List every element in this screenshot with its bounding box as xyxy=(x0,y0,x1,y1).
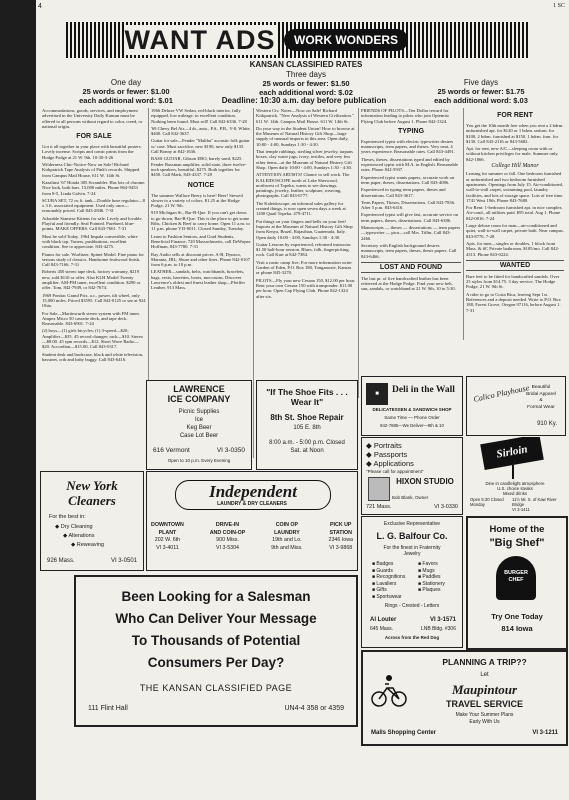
ad-building: LNB Bldg. #306 xyxy=(420,626,456,632)
list-item: Visit a rustic camp five. For more information write: Garden of Eden, P.O. Box 180, Tonganoxie, Kansas or phone 845-3270. xyxy=(256,259,353,276)
column-rule xyxy=(358,108,359,398)
ad-line: Formal Wear xyxy=(527,404,555,410)
list-item: FRIENDS OF PILOTS—Ten Dollar reward for information leading to pilots who join Optemist Flying Club before August 1. Phone 842-1324. xyxy=(361,108,449,124)
ad-address: 616 Vermont xyxy=(153,447,190,454)
list-item: Term Papers, Theses, Dissertations. Call 843-7836. After 5 p.m. 843-6416. xyxy=(361,199,456,211)
list-item: Put things on your fingers and bells on your feet! Imports at the Museum of Natural History Gift Shop from Kenya, Brazil, Rajasthan, Guatemala, Italy. Open daily 10:00 - 4:00, Sundays 1:30 - 4:30. xyxy=(256,218,353,240)
ad-heading: "Big Shef" xyxy=(489,537,545,549)
ad-item: ■ Sportswear xyxy=(372,593,402,600)
ad-line: To Thousands of Potential xyxy=(131,633,301,648)
rate-label: Five days xyxy=(463,78,499,87)
ad-question: PLANNING A TRIP?? xyxy=(442,657,527,667)
list-item: For Sale—Martinwurth stereo system with FM tuner. Ampex Micro 50 cassette deck, and tape deck. Reasonable. 843-6901. 7-24 xyxy=(42,310,140,327)
ad-name: New York xyxy=(66,478,118,493)
list-item: 919 Michigan St., Bar-B-Que. If you can't get down to go-down, Bar-B-Que. This is the place to get some Ribs, Chicken & Beef to carry home. Open 11 a.m. to 11 p.m. phone VI3-0011. Closed Sunday, Tuesday. xyxy=(151,210,250,232)
ad-address: 926 Mass. xyxy=(47,558,75,564)
list-item: For Rent: 1-bedroom furnished apt. in nice complex. Air-cond., all utilities paid. $95 total. Aug 1. Phone 842-0016. 7-24 xyxy=(466,205,563,221)
burger-chef-ad xyxy=(466,516,568,650)
ad-item-text: Alterations xyxy=(68,533,95,539)
ad-item: ■ Lavaliers xyxy=(372,580,397,587)
list-item: '69 Chevy Bel Air—4 dr., auto., P.S., P.B., V-8, White, $400. Call 842-3637. xyxy=(151,125,251,137)
rate-label: One day xyxy=(110,78,142,87)
maupintour-ad xyxy=(361,650,568,746)
ad-item-text: Guards xyxy=(376,567,393,574)
rate-line2: each additional word: $.03 xyxy=(434,96,528,105)
loc-line: STATION xyxy=(329,529,352,536)
location-downtown xyxy=(151,522,184,552)
column-3 xyxy=(256,108,356,398)
ad-item-text: Mugs xyxy=(422,567,435,574)
balfour-ad xyxy=(361,516,463,648)
rate-five-days xyxy=(401,60,561,105)
page-number: 4 xyxy=(38,3,42,10)
ad-item: ◆ Applications xyxy=(366,459,414,468)
ad-line: Been Looking for a Salesman xyxy=(121,589,311,604)
list-item: Apt. for rent, new A/C—sleeping room with or without kitchen privileges for male. Summer only. 842-1866. xyxy=(466,146,559,162)
ad-phone: UN4-4 358 or 4359 xyxy=(284,705,344,712)
location-pickup xyxy=(329,522,353,552)
kansan-rates-title: KANSAN CLASSIFIED RATES xyxy=(249,60,363,69)
column-5 xyxy=(466,108,564,358)
column-rule xyxy=(463,108,464,340)
list-item: The summer Wallace Beery is here! Beer! Stewed slower to a variety of colors. $1.25 at the Hodge Podge, 21 W. 9th. xyxy=(151,192,243,209)
loc-line: 202 W. 6th xyxy=(154,537,181,543)
list-item: Pianos for sale. Wurlitzer. Spinet Model. Fine piano for serious study of classics. Handsome fruitwood finish. Call 843-7166. 7-31 xyxy=(42,251,144,268)
ad-item-text: Lavaliers xyxy=(376,580,397,587)
list-item: 1966 Deluxe VW Sedan, red-black interior, fully equipped, low mileage, in excellent condition. Nothing been found. Must sell! Call 842-6336. 7-28 xyxy=(151,108,247,124)
ad-phone: VI 3-1571 xyxy=(429,617,456,623)
ad-item-text: Stationery xyxy=(422,580,445,587)
ad-item: ■ Stationery xyxy=(418,580,445,587)
ad-script-name: Calico Playhouse xyxy=(472,383,530,404)
for-sale-heading: FOR SALE xyxy=(76,133,112,141)
banner-tagline: WORK WONDERS xyxy=(284,29,408,51)
ad-item: ◆ Passports xyxy=(366,450,408,459)
ad-address: 910 Ky. xyxy=(537,421,557,427)
ad-item-text: Plaques xyxy=(422,587,441,594)
deadline-notice: Deadline: 10:30 a.m. day before publication xyxy=(221,96,387,105)
sirloin-ad xyxy=(466,437,564,513)
typing-heading: TYPING xyxy=(397,127,425,135)
ad-item-text: Portraits xyxy=(373,441,402,450)
ad-line: Mixed drinks xyxy=(502,491,528,496)
ad-line: Early With Us xyxy=(469,719,500,725)
loc-line: 9th and Miss. xyxy=(271,544,303,551)
ad-phone: VI 3-0501 xyxy=(110,558,137,564)
list-item: ATTENTION ARTISTS! Chance to sell work. The KALEIDOSCOPE north of Lake Sherwood, northwest of Topeka, wants to see drawings, paintings, jewelry, leather, sculpture, weaving, photographs. Call 843-6777. xyxy=(256,172,350,199)
list-item: Experienced in typing term papers, theses and dissertations. Call 843-3617. xyxy=(361,187,446,198)
ad-phone: VI 3-0350 xyxy=(216,447,245,454)
deli-logo-icon: ■ xyxy=(366,383,388,405)
loc-line: DOWNTOWN xyxy=(151,522,184,528)
ad-phone: VI 3-0330 xyxy=(434,504,458,510)
ad-item: Ice xyxy=(194,417,203,423)
ad-hours: 8:00 a.m. - 5:00 p.m. Closed Sat. at Noon xyxy=(269,440,345,454)
ad-name: Cleaners xyxy=(68,493,116,508)
ad-item-text: Favors xyxy=(422,561,438,567)
list-item: College Hill Manor xyxy=(491,163,539,170)
column-rule xyxy=(253,108,254,458)
ad-item: ◆ Portraits xyxy=(366,441,402,450)
ad-hours: Open 5:30 Closed Monday xyxy=(470,497,504,507)
ad-line: Beautiful xyxy=(531,385,551,390)
list-item: Ray Audio sells at discount prices. A-B, Dynaco, Marantz, JBL, Shure and other lines. Phone 842-0107 from 6 p.m. to 10 p.m. xyxy=(151,251,251,268)
ad-note: "Please call for appointment" xyxy=(366,469,424,474)
loc-line: COIN OP xyxy=(275,522,299,528)
shoe-repair-ad xyxy=(256,380,358,470)
list-item: Experienced typist wants papers, accurate work on term paper, theses, dissertations. Call 843-4086. xyxy=(361,174,455,185)
ad-item: ■ Mugs xyxy=(418,567,435,574)
burger-chef-logo-icon: BURGER CHEF xyxy=(496,556,536,600)
new-york-cleaners-ad xyxy=(40,471,144,571)
rate-line2: each additional word: $.02 xyxy=(259,88,353,97)
ad-item: Picnic Supplies xyxy=(178,409,220,415)
lost-found-heading: LOST AND FOUND xyxy=(361,262,461,273)
list-item: Bare feet to be fitted for handcrafted sandals. Over 25 styles from $14.75. 3 day service. The Hodge Podge, 21 W. 9th St. xyxy=(466,273,560,290)
ad-item-text: Passports xyxy=(373,450,408,459)
ad-item-text: Badges xyxy=(376,561,394,567)
ad-item: ■ Paddles xyxy=(418,574,441,581)
salesman-ad xyxy=(74,575,358,727)
ad-hours: Open to 10 p.m. Every Evening xyxy=(167,458,231,463)
location-drive-in xyxy=(210,522,246,552)
ad-across: Across from the Red Dog xyxy=(384,635,440,640)
rate-line1: 25 words or fewer: $1.75 xyxy=(437,87,525,96)
ad-item: ◆ Dry Cleaning xyxy=(55,524,93,530)
ad-locations xyxy=(151,522,353,552)
for-rent-heading: FOR RENT xyxy=(497,112,533,119)
ad-item-text: Reweaving xyxy=(76,542,104,548)
list-item: A rider to go to Costa Rica, leaving Sept 1st. References and a deposit needed. Write to P.O. Box 188, Forest Grove, Oregon 97116, before August 1. 7-31 xyxy=(466,291,561,313)
sign-post xyxy=(512,465,514,479)
loc-line: 900 Miss. xyxy=(216,537,239,543)
list-item: Secretary with English background desires manuscripts, term papers, theses, thesis papers. Call 843-6466. xyxy=(361,242,457,259)
ad-list-right xyxy=(418,561,445,594)
ad-list-left xyxy=(372,561,405,601)
ad-line: Make Your Summer Plans xyxy=(455,712,514,718)
ad-name: Deli in the Wall xyxy=(392,385,455,395)
ad-address: 814 Iowa xyxy=(501,624,533,633)
page-corner-mark: 1 SC xyxy=(553,3,565,9)
banner-title: WANT ADS xyxy=(124,25,276,55)
ad-address: 111 Flint Hall xyxy=(88,705,128,712)
list-item: (2) boys—(1) girls bicycles; (1) 3-speed—$20; Amplifier—$35. 45 record changer; rack—$10. Stereo—$8.00. 45 rpm records—$12. Short Wave Radio—$20. Accordion—$15.00, Call 843-0317. xyxy=(42,328,143,350)
list-item: Western Civ. Notes—Now on Sale! Richard Kirkpatrick. "New Analysis of Western Civilization." 611 W. 14th. Campus Mail House. 611 W. 14th St. xyxy=(256,108,354,124)
ad-heading: Home of the xyxy=(489,524,545,535)
ad-item: ■ Recognitions xyxy=(372,574,406,581)
ad-item-text: Recognitions xyxy=(376,574,406,581)
ad-name: Independent xyxy=(175,480,331,510)
list-item: PILOTS—Fly your new Cessna 150, $12.00 per hour. Rent your own Cessna 150 with transponder. $11.00 per hour. Open Cap Flying Club. Phone 842-1324 after six. xyxy=(256,277,356,299)
ad-item-text: Dry Cleaning xyxy=(60,524,93,530)
list-item: You get the 10th month free when you rent a 2 bdrm. unfurnished apt. for $120 or 1 bdrm. unfurn. for $100, 2 bdrm. furnished at $150, 1 bdrm. furn. for $130. Call 843-2116 or 843-5682. xyxy=(466,123,564,144)
list-item: LEATHER—sandals, belts, watchbands, bracelets, bags, vests, barrettes, boots, moccasins. Discover Lawrence's oldest and finest leather shop—Pfeiffer Leather, 913 Mass. xyxy=(151,269,245,291)
portrait-icon xyxy=(368,477,390,501)
ad-phone: VI 3-1411 xyxy=(512,507,530,512)
want-ads-banner xyxy=(66,22,528,58)
ad-item: ■ Favors xyxy=(418,561,438,567)
ad-item-text: Applications xyxy=(373,459,414,468)
ad-line: Bridal Apparel xyxy=(526,391,556,397)
ad-subtitle: DELICATESSEN & SANDWICH SHOP xyxy=(372,407,452,412)
deli-wall-ad xyxy=(361,376,463,436)
ad-item: Keg Beer xyxy=(186,425,212,431)
ad-rings: Rings - Crested - Letters xyxy=(384,603,440,609)
ad-paper: THE KANSAN CLASSIFIED PAGE xyxy=(139,683,293,693)
ad-item: ◆ Reweaving xyxy=(71,542,104,548)
classified-page xyxy=(36,0,569,800)
list-item: Learn to Fashion Seniors, and Grad Students. Beneficial Finance, 720 Massachusetts, call DeWayne Hoffman, 843-7780. 7-31 xyxy=(151,233,251,250)
bridal-shop-ad xyxy=(466,376,566,436)
list-item: Roberts 450 stereo tape deck, factory warranty, $219 new, sold $110 or offer. Also KLH Model Twenty amplifier. AM-FM tuner, excellent condition. $290 or offer. Tom, 842-7949, or 842-7674. xyxy=(42,269,141,291)
ad-exclusive: Exclusive Representative xyxy=(383,521,441,527)
loc-line: DRIVE-IN xyxy=(215,522,240,528)
ad-name: Sirloin xyxy=(480,437,544,470)
hixon-studio-ad xyxy=(361,437,463,515)
wanted-heading: WANTED xyxy=(466,260,564,271)
list-item: Wilderness Chic-Notice-Now on Sale! Richard Kirkpatrick Tape Analysis of Pink's records. Shipped from Campus Mail House, 611 W. 14th St. xyxy=(42,162,140,178)
loc-line: LAUNDRY xyxy=(274,529,300,536)
column-2 xyxy=(151,108,251,398)
ad-item: ■ Gifts xyxy=(372,587,387,594)
ad-line: Who Can Deliver Your Message xyxy=(115,611,317,626)
ad-rep: Al Louter xyxy=(370,617,397,623)
loc-line: VI 3-9868 xyxy=(329,544,353,551)
list-item: Large deluxe room for man—air-conditioned and quiet, wall-to-wall carpet, private bath. Near campus. 843-8776. 7-28 xyxy=(466,223,564,239)
ad-item-text: Sportswear xyxy=(376,593,402,600)
location-coin-op xyxy=(271,522,303,552)
ad-lines xyxy=(519,385,563,411)
ad-items xyxy=(366,441,414,468)
list-item: 1969 Pontiac Grand Prix, a.c., power, tilt wheel, only 15,000 miles. Priced $3595. Call 842-0125 or see at 924 Ohio. xyxy=(42,292,146,309)
ad-item: ■ Plaques xyxy=(418,587,441,594)
ad-line: U.S. choice steaks xyxy=(497,486,533,491)
loc-line: PICK UP xyxy=(329,522,352,528)
rate-line2: each additional word: $.01 xyxy=(79,96,173,105)
ad-address: 11½ Mi. S. of Kaw River Bridge xyxy=(512,497,557,507)
list-item: Kazalinsi '67 Honda 305 Scrambler. Has lots of chrome. Nice look, both bars. 15,000 miles. Phone 864-9453 from 8-5, Linda Galvin. 7-24 xyxy=(42,179,146,196)
loc-line: VI 3-4011 xyxy=(156,544,179,551)
ad-address: 721 Mass. xyxy=(366,504,392,510)
ad-service: TRAVEL SERVICE xyxy=(445,699,524,709)
list-item: Do your way in the Student Union! How to browse at the Museum of Natural History Gift Shop—large supply of unusual imports in this area. Open daily, 10:00 - 4:00, Sundays 1:30 - 4:30. xyxy=(256,125,355,147)
ad-subtitle: LAUNDRY & DRY CLEANERS xyxy=(217,501,287,507)
lawrence-ice-ad xyxy=(146,380,252,470)
ad-mall: Malls Shopping Center xyxy=(371,730,437,736)
rate-line1: 25 words or fewer: $1.00 xyxy=(82,87,170,96)
ad-name: Maupintour xyxy=(451,682,518,697)
ad-item: ■ Guards xyxy=(372,567,393,574)
ad-name: 8th St. Shoe Repair xyxy=(270,413,344,422)
ad-let: Let xyxy=(480,672,489,678)
ad-item-text: Gifts xyxy=(376,587,387,594)
ad-for: For the best in: xyxy=(49,514,86,520)
equal-opportunity-notice: Accommodations, goods, services, and employment advertised in the University Daily Kansan must be offered to all persons without regard to color, creed, or national origin. xyxy=(42,108,143,129)
column-4 xyxy=(361,108,461,398)
ad-title: LAWRENCE xyxy=(173,384,225,394)
independent-laundry-ad xyxy=(146,471,358,571)
ad-line: Consumers Per Day? xyxy=(147,655,285,670)
list-item: Manuscripts — theses — dissertations — term papers—typewriter — pica—call Mrs. Tiffin, Call 843-2466. xyxy=(361,225,461,241)
column-1 xyxy=(42,108,146,463)
ad-line: Dine in candlelight atmosphere xyxy=(485,481,545,486)
rate-label: Three days xyxy=(285,70,327,79)
list-item: Guitar Lessons by experienced, reformed instructor. $1.50 half-hour session. Blues, folk, fingerpicking, rock. Call Kurt at 842-7384. xyxy=(256,241,352,258)
rate-one-day xyxy=(46,60,206,105)
loc-line: 19th and Lo. xyxy=(272,537,302,543)
ad-title: ICE COMPANY xyxy=(167,394,231,404)
list-item: Leasing for summer or fall. One bedroom furnished or unfurnished and two bedroom furnished apartments. Openings from July 15. Air-conditioned, wall-to-wall carpet, swimming pool, laundry facilities, and lots of storage space. Lots of free time. 1741 West 19th. Phone 843-7680. xyxy=(466,171,564,203)
ad-owner: Bob Blank, Owner xyxy=(392,495,429,500)
rate-line1: 25 words or fewer: $1.50 xyxy=(262,79,350,88)
ad-address: 645 Mass. xyxy=(370,626,394,632)
list-item: Thai temple rubbings, sterling silver jewelry, tarpans boxes, clay water jugs, ivory, textiles, and very few other items—at the Museum of Natural History Gift Shop. Open daily 10:00 - 4:00, Sundays 1:30 - 4:30. xyxy=(256,149,353,170)
list-item: Apts. for men—singles or doubles, 1 block from Mass. & #C Private bathroom, $105/mo. Call 842-4313. Phone 843-0224. xyxy=(466,240,560,257)
list-item: Student desk and bookcase, black and white television, bassinet, crib and baby buggy. Call 843-6416. xyxy=(42,351,144,362)
list-item: BASS GUITAR, Gibson EBO, barely used, $225. Fender Bassman amplifier, solid state, three twelve-inch speakers, beautiful, $275. Both together for $450. Call Mark, 843-4337. 7-28 xyxy=(151,156,247,178)
list-item: Got it all together in your place with beautiful posters. Lovely incense. Scripts and comic prints from the Hodge Podge at 21 W. 9th. 10-30-3-26 xyxy=(42,144,142,160)
ad-hours: Same Time — Phone Order xyxy=(384,415,440,420)
loc-line: AND COIN-OP xyxy=(209,529,246,536)
ad-try: Try One Today xyxy=(491,612,543,621)
rate-three-days xyxy=(206,70,406,97)
notice-heading: NOTICE xyxy=(187,181,215,189)
list-item: Adorable Siamese Kittens for sale. Lively and lovable. Playful and friendly. Seal Pointed. Purebred, blue-points. MAKE OFFERS. Call 843-7661. 7-31 xyxy=(42,215,143,232)
ad-address: 105 E. 8th xyxy=(293,425,321,431)
list-item: Experienced typist will give fast, accurate service on term papers, theses, dissertations. Call 843-6386. xyxy=(361,212,458,223)
list-item: Theses, theses, dissertations typed and edited by experienced typist with M.A. in English. Reasonable rates. Phone 842-5937. xyxy=(361,156,459,173)
ad-line: & xyxy=(539,398,543,403)
ad-phone: 842-7685—We Deliver—9th & 10 xyxy=(380,423,444,428)
ad-for: For the finest in Fraternity Jewelry xyxy=(383,545,441,557)
loc-line: 2346 Iowa xyxy=(328,537,353,543)
ad-slogan: "If The Shoe Fits . . . Wear It" xyxy=(266,387,348,407)
ad-phone: VI 3-1211 xyxy=(532,730,558,736)
list-item: SCUBA SET, 72 cu ft. tank—Double hose regulator—8 x 3 ft. associated equipment. Used only once—reasonably priced. Call 843-2846. 7-31 xyxy=(42,197,145,214)
list-item: Experienced typist with electric typewriter desires manuscripts, term papers, and theses. Very neat, 4 years experience. Reasonable rates. Call 843-4491. xyxy=(361,138,455,155)
ad-item: ◆ Alterations xyxy=(63,533,95,539)
list-item: The last pr. of five handcrafted leather has been retrieved at the Hodge Podge. Find your new belt, sun, sandals, or watchband at 21 W. 9th, 10 to 5:30. xyxy=(361,275,456,292)
list-item: Guitar for sale—Fender "Malibu" acoustic folk guitar w/ case. Must sacrifice, new $190, now only $135. Call Bonny at 842-1636. xyxy=(151,138,250,155)
list-item: Must be sold Today. 1964 Impala convertible, white with black top. Tuners, pushbuttons, excellent condition. See to appreciate. 843-4275. xyxy=(42,233,138,250)
ad-item: ■ Badges xyxy=(372,561,394,567)
loc-line: VI 3-5304 xyxy=(216,544,239,551)
ad-name: HIXON STUDIO xyxy=(396,477,454,486)
list-item: The Kaleidoscope, an informal sales gallery for created things, is now open seven days a week at 1200 Quail Topeka. 479-4711. xyxy=(256,200,346,217)
ad-name: L. G. Balfour Co. xyxy=(376,531,448,541)
loc-line: PLANT xyxy=(158,529,177,536)
ad-item-text: Paddles xyxy=(422,574,441,581)
ad-item: Case Lot Beer xyxy=(179,433,219,439)
